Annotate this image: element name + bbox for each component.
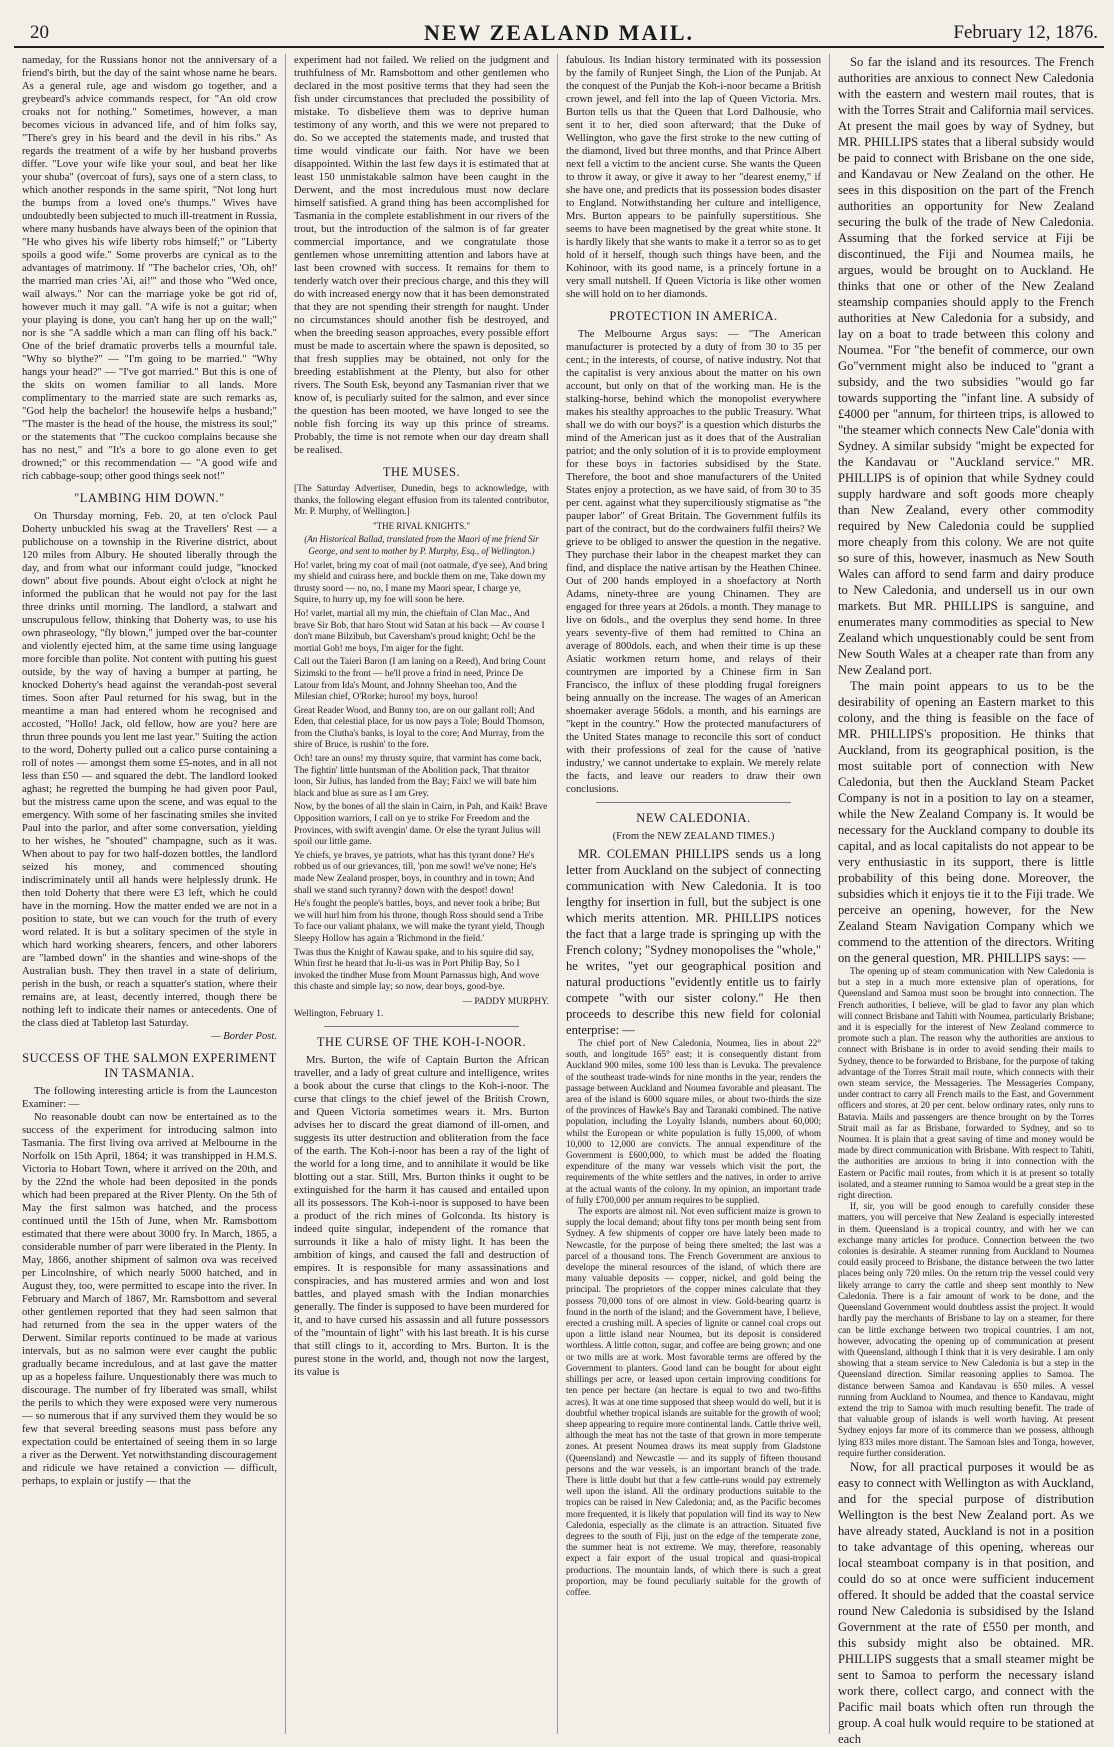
poem-stanza: Ho! varlet, bring my coat of mail (not oatmale, d'ye see), And bring my shield and cuirass here, and buckle them on me, Take down my thrusty soord — no, no, I mane my Maori spear, I charge ye, Squire, to hurry up, my foe will soon be here. <box>294 560 548 606</box>
article-paragraph: So far the island and its resources. The French authorities are anxious to connect New Caledonia with the eastern and western mail routes, that is with the Torres Strait and California mail services. At present the mail goes by way of Sydney, but MR. PHILLIPS states that a liberal subsidy would be paid to connect with Brisbane on the one side, and Kandavau or New Zealand on the other. He sees in this disposition on the part of the French authorities an opportunity for New Zealand securing the bulk of the trade of New Caledonia. Assuming that the forked service at Fiji be discontinued, the Fiji and Noumea mails, he argues, would be brought on to Auckland. He thinks that one or other of the New Zealand steamship companies should apply to the French authorities at New Caledonia for a subsidy, and lay on a boat to trade between this colony and Noumea. "For "the benefit of commerce, our own Go"vernment might also be induced to "grant a subsidy, and the two subsidies "would go far towards supporting the "infant line. A subsidy of £4000 per "annum, for thirteen trips, is allowed to "the steamer which connects New Cale"donia with Sydney. A similar subsidy "might be expected for the Kandavau or "Auckland service." MR. PHILLIPS is of opinion that while Sydney could supply hardware and soft goods more cheaply than New Zealand, every other commodity required by New Caledonia could be supplied more cheaply from this colony. We are not quite so sure of this, however, inasmuch as New South Wales can afford to send farm and dairy produce to New Caledonia, and undersell us in our own markets. But MR. PHILLIPS is sanguine, and enumerates many commodities as special to New Zealand which unquestionably could be sent from New South Wales at a cheaper rate than from any New Zealand port. <box>838 55 1094 677</box>
article-paragraph: The chief port of New Caledonia, Noumea, lies in about 22° south, and longitude 165° east; it is consequently distant from Auckland 900 miles, some 100 less than is Levuka. The prevalence of the southeast trade-winds for nine months in the year, renders the passage between Auckland and Noumea favorable and pleasant. The area of the island is 6000 square miles, or about two-thirds the size of the provinces of Hawke's Bay and Taranaki combined. The native population, including the Loyalty Islands, numbers about 60,000; whilst the European or white population is fully 15,000, of whom 10,000 to 12,000 are convicts. The annual expenditure of the Government is £600,000, to which must be added the floating expenditure of the many war vessels which visit the port, the requirements of the white settlers and the natives, in order to arrive at the actual wants of the colony. In my opinion, an important trade of fully £700,000 per annum requires to be supplied. <box>566 1038 821 1205</box>
column-2 <box>286 54 558 1734</box>
column-1 <box>14 54 286 1734</box>
article-paragraph: No reasonable doubt can now be entertained as to the success of the experiment for introducing salmon into Tasmania. The first living ova arrived at Melbourne in the Norfolk on 15th April, 1864; it was transhipped in H.M.S. Victoria to Hobart Town, where it arrived on the 20th, and by the 22nd the whole had been deposited in the ponds which had been prepared at the River Plenty. On the 5th of May the first salmon was hatched, and the process continued until the 15th of June, when Mr. Ramsbottom estimated that there were about 3000 fry. In March, 1865, a considerable number of parr were liberated in the Plenty. In May, 1866, another shipment of salmon ova was received per Lincolnshire, of which nearly 5000 hatched, and in August they, too, were permitted to escape into the river. In February and March of 1867, Mr. Ramsbottom and several other gentlemen reported that they had seen salmon that had returned from the sea in the upper waters of the Derwent. Similar reports continued to be made at various intervals, but as no salmon were ever caught the public gradually became incredulous, and at last gave the matter up as a hopeless failure. Unquestionably there was much to discourage. The number of fry liberated was small, whilst the perils to which they were exposed were very numerous — so numerous that if any survived them they would be so few that several breeding seasons must pass before any expectation could be entertained of seeing them in so large a river as the Derwent. Yet notwithstanding discouragement and ridicule we have retained a conviction — difficult, perhaps, to explain or justify — that the <box>22 1112 277 1487</box>
poem-stanza: Great Reader Wood, and Bunny too, are on our gallant roll; And Eden, that celestial place, for us now pays a Tole; Bould Thomson, from the Clutha's banks, is loyal to the core; And Murray, from the shire of Bruce, is rushin' to the fore. <box>294 705 545 751</box>
poem-note: (An Historical Ballad, translated from the Maori of me friend Sir George, and sent to mother by P. Murphy, Esq., of Wellington.) <box>304 534 539 556</box>
article-heading: PROTECTION IN AMERICA. <box>609 309 778 323</box>
poem-stanza: Call out the Taieri Baron (I am laning on a Reed), And bring Count Sizimski to the front — he'll prove a frind in need, Prince De Latour from Ida's Mount, and Johnny Sheehan too, And the Milesian chief, O'Rorke; huroo! my boys, huroo! <box>294 657 546 703</box>
article-paragraph: experiment had not failed. We relied on the judgment and truthfulness of Mr. Ramsbottom and other gentlemen who declared in the most positive terms that they had seen the fish under circumstances that precluded the possibility of mistake. To disbelieve them was to deprive human testimony of any worth, and this we were not prepared to do. So we accepted the statements made, and trusted that time would vindicate our faith. Nor have we been disappointed. Within the last few days it is estimated that at least 150 unmistakable salmon have been caught in the Derwent, and the most incredulous must now declare himself satisfied. A grand thing has been accomplished for Tasmania in the complete establishment in our rivers of the trout, but the introduction of the salmon is of far greater commercial importance, and we congratulate those gentlemen whose unremitting attention and labors have at last been crowned with success. It remains for them to tenderly watch over their precious charge, and this they will do with increased energy now that it has been demonstrated that they are not spending their strength for naught. Under no circumstances should another fish be destroyed, and when the breeding season approaches, every possible effort must be made to ascertain where the spawn is deposited, so that fresh supplies may be obtained, not only for the breeding establishment at the Plenty, but also for other rivers. The South Esk, beyond any Tasmanian river that we know of, is peculiarly suited for the salmon, and ever since the question has been mooted, we have longed to see the noble fish forcing its way up this prince of streams. Probably, the time is not remote when our day dream shall be realised. <box>294 55 549 456</box>
divider <box>596 802 791 803</box>
poem-stanza: Ye chiefs, ye braves, ye patriots, what has this tyrant done? He's robbed us of our grievances, till, 'pon me sowl! we've none; He's made New Zealand prosper, boys, in counthry and in town; And shall we stand such tyranny? down with the despot! down! <box>294 850 537 896</box>
poem-title: "THE RIVAL KNIGHTS." <box>372 520 471 531</box>
article-paragraph: The Melbourne Argus says: — "The American manufacturer is protected by a duty of from 30 to 35 per cent.; in the interests, of course, of native industry. Not that the capitalist is very anxious about the matter on his own account, but only on that of the working man. He is the stalking-horse, behind which the monopolist everywhere makes his stealthy approaches to the public Treasury. 'What shall we do with our boys?' is a question which disturbs the mind of the American just as it does that of the Australian patriot; and the only solution of it is to provide employment for these boys in factories subsidised by the State. Therefore, the boot and shoe manufacturers of the United States enjoy a protection, as we have said, of from 30 to 35 per cent. against what they superciliously stigmatise as "the pauper labor" of Great Britain. The Government fulfils its part of the contract, but do the cordwainers fulfil theirs? We grieve to be obliged to answer the question in the negative. They purchase their labor in the cheapest market they can find, and displace the native artisan by the Heathen Chinee. Out of 200 hands employed in a shoefactory at North Adams, ninety-three are young Chinamen. They are engaged for three years at 26dols. a month. They manage to live on 6dols., and the overplus they send home. In three years seventy-five of them had remitted to China an average of 800dols. each, and when their time is up these Asiatic workmen return home, and relays of their countrymen are imported by a Chinese firm in San Francisco, the influx of these plodding frugal foreigners being annually on the increase. The wages of an American shoemaker average 56dols. a month, and his earnings are "kept in the country." How the protected manufacturers of the United States manage to reconcile this sort of conduct with their professions of zeal for the cause of 'native industry,' we cannot undertake to explain. We merely relate the facts, and leave our readers to draw their own conclusions. <box>566 329 821 795</box>
poem-stanza: Twas thus the Knight of Kawau spake, and to his squire did say, Whin first he heard that Ju-li-us was in Port Philip Bay, So I invoked the tindher Muse from Mount Parnassus high, And wove this chaste and simple lay; so now, dear boys, good-bye. <box>294 947 540 993</box>
page-number: 20 <box>30 22 49 43</box>
article-paragraph: fabulous. Its Indian history terminated with its possession by the family of Runjeet Singh, the Lion of the Punjab. At the conquest of the Punjab the Koh-i-noor became a British crown jewel, and fell into the lap of Queen Victoria. Mrs. Burton tells us that the Queen that Lord Dalhousie, who sent it to her, died soon afterward; that the Duke of Wellington, who gave the first stroke to the new cutting of the diamond, lived but three months, and that Prince Albert next fell a victim to the ancient curse. She wants the Queen to throw it away, or give it away to her "dearest enemy," if she have one, and predicts that its possession bodes disaster to England. Notwithstanding her culture and intelligence, Mrs. Burton appears to be painfully superstitious. She seems to have been magnetised by the great white stone. It is hardly likely that she wants to make it a terror so as to get hold of it herself, though such things have been, and the Kohinoor, with its good name, is a princely fortune in a very small nutshell. If Queen Victoria is like other women she will hold on to her diamonds. <box>566 55 821 300</box>
article-heading: THE CURSE OF THE KOH-I-NOOR. <box>316 1035 527 1050</box>
article-paragraph: The following interesting article is from the Launceston Examiner: — <box>22 1086 277 1110</box>
article-heading: THE MUSES. <box>382 465 461 479</box>
article-heading: SUCCESS OF THE SALMON EXPERIMENT IN TASMANIA. <box>22 1051 277 1080</box>
article-source: — Border Post. <box>211 1031 277 1042</box>
poem-stanza: Ho! varlet, martial all my min, the chieftain of Clan Mac., And brave Sir Bob, that haro Stout wid Satan at his back — Av course I don't mane Bilzibub, but Caversham's proud knight; Och! be the mortial Gob! me boys, I'm aiger for the fight. <box>294 608 545 654</box>
article-heading: "LAMBING HIM DOWN." <box>74 491 225 505</box>
newspaper-title: NEW ZEALAND MAIL. <box>423 20 695 45</box>
article-subheading: (From the NEW ZEALAND TIMES.) <box>612 831 775 842</box>
article-paragraph: On Thursday morning, Feb. 20, at ten o'clock Paul Doherty unbuckled his swag at the Travellers' Rest — a publichouse on a township in the Riverine district, about 120 miles from Albury. He shouted liberally through the day, and from what our informant could judge, "knocked down" about five pounds. About eight o'clock at night he informed the publican that he would not pay for the last three drinks until morning. The landlord, a stalwart and unscrupulous fellow, thinking that Doherty was, to use his own phraseology, "fly blown," jumped over the bar-counter and violently ejected him, at the same time using language more forcible than polite. Not content with putting his guest outside, by the way of having a bumper at parting, he knocked Doherty's head against the verandah-post several times. Soon after Paul returned for his swag, but in the meantime a man had entered whom he recognised and accosted, "Hollo! Jack, old fellow, how are you? here are thrun three pounds you lent me last year." Suiting the action to the word, Doherty pulled out a calico purse containing a roll of notes — amongst them some £5-notes, and in all not less than £50 — and squared the debt. The landlord looked aghast; he regretted the bumping he had given poor Paul, but the mistress came upon the scene, and was equal to the emergency. With some of her fascinating smiles she invited Paul into the parlor, and after some conversation, yielding to her wishes, he "shouted" champagne, such as it was. When about to pay for two half-dozen bottles, the landlord seized his money, and commenced shouting indiscriminately until all hands were helplessly drunk. He then told Doherty that there were £3 left, which he could have in the morning. How the matter ended we are not in a position to state, but we can vouch for the truth of every word related. It is but a solitary specimen of the style in which hard working shearers, fencers, and other laborers are "lambed down" in the shanties and wine-shops of the Australian bush. They then travel in a state of delirium, perish in the bush, or reach a squatter's station, where their remains are, at least, decently interred, though there be nothing left to indicate their names or antecedents. One of the class died at Tabletop last Saturday. <box>22 511 277 1029</box>
poem-intro: [The Saturday Advertiser, Dunedin, begs to acknowledge, with thanks, the following elegant effusion from its talented contributor, Mr. P. Murphy, of Wellington.] <box>294 484 549 518</box>
poem-dateline: Wellington, February 1. <box>294 1008 384 1019</box>
article-paragraph: Mrs. Burton, the wife of Captain Burton the African traveller, and a lady of great culture and intelligence, writes a book about the curse that clings to the Koh-i-noor. The curse that clings to the chief jewel of the British Crown, and Queen Victoria sometimes wears it. Mrs. Burton advises her to discard the great diamond of ill-omen, and suggests its utter destruction and obliteration from the face of the earth. The Koh-i-noor has been a ray of the light of the world for a long time, and to annihilate it would be like blotting out a star. Still, Mrs. Burton thinks it ought to be extinguished for the harm it has caused and entailed upon all its possessors. The Koh-i-noor is supposed to have been a product of the rich mines of Golconda. Its history is indeed quite singular, independent of the romance that surrounds it like a halo of misty light. It has been the ambition of kings, and caused the fall and destruction of empires. It is responsible for many assassinations and conspiracies, and has mustered armies and won and lost battles, and played smash with the Indian monarchies generally. The finder is supposed to have been murdered for it, and to have cursed his assassin and all future possessors of the "mountain of light" with his last breath. It is his curse that still clings to it, according to Mrs. Burton. It is the purest stone in the world, and, though not now the largest, its value is <box>294 1055 549 1379</box>
article-paragraph: The main point appears to us to be the desirability of opening an Eastern market to this colony, and the thing is feasible on the face of MR. PHILLIPS's proposition. He thinks that Auckland, from its geographical position, is the most suitable port of connection with New Caledonia, but then the Auckland Steam Packet Company is not in a position to lay on a steamer, while the New Zealand Company is. It would be necessary for the Auckland company to double its capital, and as local capitalists do not appear to be very enthusiastic in its support, there is little probability of this being done. Moreover, the subsidies which it enjoys tie it to the Fiji trade. We perceive an opening, however, for the New Zealand Steam Navigation Company which we commend to the attention of the directors. Writing on the general question, MR. PHILLIPS says: — <box>838 679 1094 965</box>
poem-stanza: Och! tare an ouns! my thrusty squire, that varmint has come back, The fightin' little huntsman of the Abolition pack, That thraitor loon, Sir Julius, has landed from the Bay; Faix! we will bate him black and blue as sure as I am Grey. <box>294 754 542 799</box>
divider <box>324 1026 519 1027</box>
article-paragraph: The exports are almost nil. Not even sufficient maize is grown to supply the local demand; about fifty tons per month being sent from Sydney. A few shipments of copper ore have lately been made to Newcastle, for the purpose of being there smelted; the last was a parcel of a thousand tons. The French Government are anxious to develope the mineral resources of the island, of which there are many valuable deposits — copper, nickel, and gold being the principal. The proprietors of the copper mines calculate that they possess 70,000 tons of ore almost in view. Gold-bearing quartz is found in the north of the island; and the Government have, I believe, erected a crushing mill. A species of lignite or cannel coal crops out upon a little island near Noumea, but its deposit is considered worthless. A little cotton, sugar, and coffee are being grown; and one or two mills are at work. Most favorable terms are offered by the Government to planters. Good land can be bought for about eight shillings per acre, or leased upon certain improving conditions for ten pence per hectare (an hectare is equal to two and two-fifths acres). It was at one time supposed that sheep would do well, but it is doubtful whether tropical islands are suitable for the growth of wool; sheep appearing to require more continental lands. Cattle thrive well, although the meat has not the taste of that grown in more temperate zones. At present Noumea draws its meat supply from Gladstone (Queensland) and Newcastle — and its supply of fifteen thousand persons and the war vessels, is an important branch of the trade. There is little doubt but that a few cattle-runs would pay extremely well upon the island. All the ordinary productions suitable to the tropics can be raised in New Caledonia; and, as the Pacific becomes more frequented, it is likely that population will find its way to New Caledonia, especially as the climate is an attraction. Situated five degrees to the south of Fiji, just on the edge of the temperate zone, the summer heat is not extreme. We may, therefore, reasonably expect a fair export of the usual tropical and quasi-tropical productions. The mountain lands, of which there is such a great proportion, may be found peculiarly suitable for the growth of coffee. <box>566 1206 821 1597</box>
masthead <box>14 16 1104 48</box>
poem-stanza: Now, by the bones of all the slain in Cairn, in Pah, and Kaik! Brave Opposition warriors, I call on ye to strike For Freedom and the Provinces, with swift avengin' dame. Or else the tyrant Julius will spoil our little game. <box>294 802 548 848</box>
issue-date: February 12, 1876. <box>953 22 1098 43</box>
poem-stanza: He's fought the people's battles, boys, and never took a bribe; But we will hurl him from his throne, though Ross should send a Tribe To face our valiant phalanx, we will make the tyrant yield, Though Sleepy Hollow has again a 'Richmond in the field.' <box>294 899 545 944</box>
column-3 <box>558 54 830 1734</box>
poem-signature: — PADDY MURPHY. <box>462 996 549 1007</box>
article-paragraph: The opening up of steam communication with New Caledonia is but a step in a much more extensive plan of operations, for Queensland and Samoa must soon be brought into connection. The French authorities, I believe, will be glad to favor any plan which will connect Brisbane and Tahiti with Noumea, particularly Brisbane; and it is especially for the interest of New Zealand commerce to promote such a plan. The reason why the authorities are anxious to connect with Brisbane is in order to avoid sending their mails to Sydney, thence to be forwarded to Brisbane, for the purpose of taking advantage of the Torres Strait mail route, which connects with their own steam service, the Messageries. The Messageries Company, under contract to carry all French mails to the East, and Government officers and stores, at 20 per cent. below ordinary rates, only runs to Batavia. Mails and passengers are thence brought on by the Torres Strait mail as far as Brisbane, forwarded to Sydney, and so to Noumea. It is plain that a great saving of time and money would be made by direct communication with Brisbane. With respect to Tahiti, the authorities are anxious to bring it into connection with the Eastern or Pacific mail routes, from which it is at present so totally isolated, and a steamer running to Samoa would be a great step in the right direction. <box>838 966 1094 1201</box>
article-paragraph: Now, for all practical purposes it would be as easy to connect with Wellington as with Auckland, and for the special purpose of distribution Wellington is the best New Zealand port. As we have already stated, Auckland is not in a position to take advantage of this opening, whereas our local steamboat company is in that position, and could do so at once were sufficient inducement offered. It should be added that the coastal service round New Caledonia is subsidised by the Island Government at the rate of £550 per month, and this subsidy might also be obtained. MR. PHILLIPS suggests that a small steamer might be sent to Samoa to perform the necessary island work there, collect cargo, and connect with the Pacific mail boats which often run through the group. A coal hulk would require to be stationed at each <box>838 1459 1094 1746</box>
article-heading: NEW CALEDONIA. <box>636 811 751 825</box>
column-4 <box>830 54 1102 1746</box>
article-paragraph: MR. COLEMAN PHILLIPS sends us a long letter from Auckland on the subject of connecting communication with New Caledonia. It is too lengthy for insertion in full, but the subject is one which merits attention. MR. PHILLIPS notices the fact that a large trade is springing up with the French colony; "Sydney monopolises the "whole," he writes, "yet our geographical position and natural productions "evidently entitle us to fairly compete "with our sister colony." He then proceeds to describe this new field for colonial enterprise: — <box>566 847 821 1037</box>
article-paragraph: If, sir, you will be good enough to carefully consider these matters, you will perceive that New Zealand is especially interested in them. Queensland is a tropical country, and with her we can exchange many articles for produce. Connection between the two colonies is desirable. A steamer running from Auckland to Noumea could easily proceed to Brisbane, the distance between the two latter places being only 720 miles. On the return trip the vessel could very likely arrange to carry the cattle and sheep sent monthly to New Caledonia. There is a fair amount of work to be done, and the Queensland Government would doubtless assist the project. It would hardly pay the merchants of Brisbane to lay on a steamer, for there can be little exchange between two tropical countries. I am not, however, advocating the opening up of communication at present with Queensland, although I think that it is very desirable. I am only showing that a steam service to New Caledonia is but a step in the Queensland direction. Similar reasoning applies to Samoa. The distance between Samoa and Kandavau is 650 miles. A vessel running from Auckland to Noumea, and thence to Kandavau, might extend the trip to Samoa with much resulting benefit. The trade of that valuable group of islands is well worth having. At present Sydney enjoys far more of its commerce than we possess, although lying 833 miles more distant. The Samoan Isles and Tonga, however, require further consideration. <box>838 1201 1094 1458</box>
poem <box>294 484 549 1020</box>
article-paragraph: nameday, for the Russians honor not the anniversary of a friend's birth, but the day of the saint whose name he bears. As a general rule, age and wisdom go together, and a greybeard's advice commands respect, for "An old crow croaks not for nothing." Sometimes, however, a man becomes vicious in advanced life, and of him folks say, "There's grey in his beard and the devil in his ribs." As regards the treatment of a wife by her husband proverbs differ. "Love your wife like your soul, and beat her like your shuba" (overcoat of furs), says one of a stern class, to which another responds in the same spirit, "Not long hurt the bumps from a loved one's thumps." Wives have undoubtedly been subjected to much ill-treatment in Russia, where many husbands have always been of the opinion that "He who gives his wife liberty robs himself;" or "Liberty spoils a good wife." Some proverbs are cynical as to the advantages of matrimony. If "The bachelor cries, 'Oh, oh!' the married man cries 'Ai, ai!'" and those who "Wed once, wail always." Nor can the marriage yoke be got rid of, however much it may gall. "A wife is not a guitar; when your playing is done, you can't hang her up on the wall;" nor is she "A saddle which a man can fling off his back." One of the brief dramatic proverbs tells a mournful tale. "Why so blythe?" — "I'm going to be married." "Why hangs your head?" — "I've got married." But this is one of the skits on women familiar to all lands. More complimentary to the married state are such remarks as, "God help the bachelor! the housewife helps a husband;" "The master is the head of the house, the mistress its soul;" or the statements that "The cuckoo complains because she has no nest," and "It's a bore to go alone even to get drowned;" or this recommendation — "A good wife and rich cabbage-soup; other good things seek not!" <box>22 55 277 482</box>
